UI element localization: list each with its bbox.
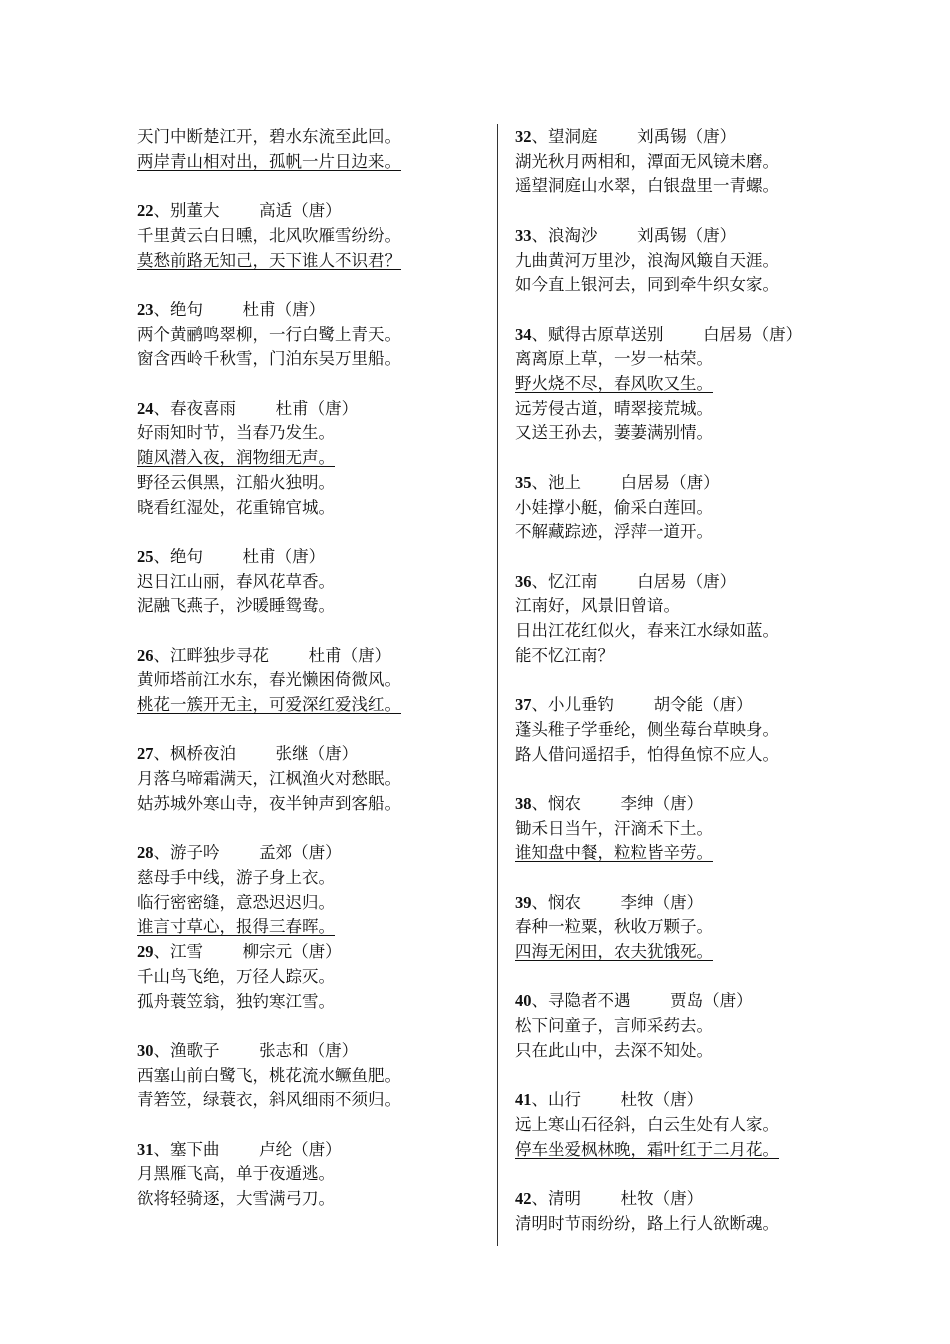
verse-text: 小娃撑小艇，偷采白莲回。 [515,497,713,517]
poem-title-line [515,125,845,150]
poem-line [515,743,845,768]
poem-line [515,940,845,965]
poem-title: 山行 [548,1090,581,1110]
poem-author: 杜牧（唐） [620,1189,704,1209]
poem-line [515,841,845,866]
poem-line [515,174,845,199]
verse-text: 泥融飞燕子，沙暖睡鸳鸯。 [137,596,335,616]
poem-line [515,1039,845,1064]
poem-line [137,866,477,891]
poem-line [515,817,845,842]
poem-title: 小儿垂钓 [548,695,614,715]
poem-number: 33 [515,225,532,245]
verse-text: 蓬头稚子学垂纶，侧坐莓台草映身。 [515,719,779,739]
poem-line [137,990,477,1015]
number-separator: 、 [531,793,548,813]
poem-block [137,545,477,619]
underlined-verse: 桃花一簇开无主，可爱深红爱浅红。 [137,695,401,715]
poem-block [137,199,477,273]
poem-title: 枫桥夜泊 [170,744,236,764]
poem-number: 24 [137,398,154,418]
verse-text: 日出江花红似火，春来江水绿如蓝。 [515,621,779,640]
poem-line [137,792,477,817]
poem-line [515,150,845,175]
number-separator: 、 [153,1040,170,1060]
poem-line [137,1064,477,1089]
poem-line [137,915,477,940]
number-separator: 、 [153,843,170,863]
poem-number: 25 [137,546,154,566]
poem-line [515,718,845,743]
poem-title-line [137,397,477,422]
verse-text: 孤舟蓑笠翁，独钓寒江雪。 [137,991,335,1011]
poem-block [137,940,477,1014]
verse-text: 春种一粒粟，秋收万颗子。 [515,917,713,937]
poem-line [515,1113,845,1138]
poem-line [515,249,845,274]
poem-title-line [137,940,477,965]
poem-title-line [137,644,477,669]
poem-number: 38 [515,793,532,813]
number-separator: 、 [153,299,170,319]
poem-number: 39 [515,892,532,912]
verse-text: 姑苏城外寒山寺，夜半钟声到客船。 [137,793,401,813]
verse-text: 遥望洞庭山水翠，白银盘里一青螺。 [515,176,779,196]
poem-author: 杜甫（唐） [242,299,326,319]
verse-text: 慈母手中线，游子身上衣。 [137,867,335,887]
number-separator: 、 [531,472,548,492]
poem-line [137,125,477,150]
verse-text: 两个黄鹂鸣翠柳，一行白鹭上青天。 [137,324,401,344]
poem-author: 杜牧（唐） [620,1090,704,1110]
poem-block [137,298,477,372]
poem-number: 27 [137,744,154,764]
poem-block [515,989,845,1063]
poem-title-line [137,1039,477,1064]
poem-number: 28 [137,843,154,863]
poem-number: 32 [515,127,532,146]
poem-author: 杜甫（唐） [275,398,359,418]
poem-author: 张继（唐） [275,744,359,764]
poem-line [515,397,845,422]
poem-author: 刘禹锡（唐） [637,225,737,245]
poem-title-line [515,693,845,718]
poem-title: 江畔独步寻花 [170,645,269,665]
verse-text: 松下问童子，言师采药去。 [515,1016,713,1036]
poem-title: 塞下曲 [170,1139,220,1159]
verse-text: 九曲黄河万里沙，浪淘风簸自天涯。 [515,250,779,270]
poem-author: 白居易（唐） [620,472,720,492]
underlined-verse: 随风潜入夜，润物细无声。 [137,448,335,468]
poem-title-line [515,1187,845,1212]
poem-title: 赋得古原草送别 [548,324,664,344]
poem-block [137,644,477,718]
poem-line [137,693,477,718]
poem-block [137,1138,477,1212]
poem-title: 悯农 [548,793,581,813]
poem-line [137,249,477,274]
poem-title: 春夜喜雨 [170,398,236,418]
left-column [137,125,477,1236]
poem-title: 别董大 [170,201,220,221]
poem-title: 渔歌子 [170,1040,220,1060]
poem-number: 34 [515,324,532,344]
number-separator: 、 [153,546,170,566]
poem-block [137,1039,477,1113]
poem-number: 29 [137,942,154,962]
poem-title: 浪淘沙 [548,225,598,245]
poem-author: 胡令能（唐） [653,695,753,715]
poem-line [137,347,477,372]
poem-author: 柳宗元（唐） [242,942,342,962]
poem-number: 22 [137,201,154,221]
poem-number: 37 [515,695,532,715]
poem-number: 42 [515,1189,532,1209]
underlined-verse: 停车坐爱枫林晚，霜叶红于二月花。 [515,1139,779,1159]
poem-block [515,891,845,965]
poem-number: 41 [515,1090,532,1110]
poem-number: 26 [137,645,154,665]
poem-number: 30 [137,1040,154,1060]
verse-text: 野径云俱黑，江船火独明。 [137,472,335,492]
poem-author: 卢纶（唐） [259,1139,342,1159]
poem-title: 江雪 [170,942,203,962]
poem-title-line [137,742,477,767]
verse-text: 青箬笠，绿蓑衣，斜风细雨不须归。 [137,1090,401,1110]
poem-title-line [137,199,477,224]
poem-block [515,1088,845,1162]
poem-line [137,496,477,521]
poem-line [137,150,477,175]
poem-number: 35 [515,472,532,492]
poem-title: 绝句 [170,546,203,566]
verse-text: 迟日江山丽，春风花草香。 [137,571,335,591]
poem-title-line [515,224,845,249]
number-separator: 、 [531,1189,548,1209]
poem-title-line [515,1088,845,1113]
poem-author: 李绅（唐） [620,793,704,813]
poem-title: 池上 [548,472,581,492]
poem-title-line [515,570,845,595]
poem-line [137,224,477,249]
poem-line [515,644,845,669]
poem-line [137,1162,477,1187]
underlined-verse: 莫愁前路无知己，天下谁人不识君？ [137,250,401,270]
verse-text: 西塞山前白鹭飞，桃花流水鳜鱼肥。 [137,1065,401,1085]
verse-text: 远芳侵古道，晴翠接荒城。 [515,398,713,418]
verse-text: 临行密密缝，意恐迟迟归。 [137,892,335,912]
verse-text: 千里黄云白日曛，北风吹雁雪纷纷。 [137,225,401,245]
verse-text: 千山鸟飞绝，万径人踪灭。 [137,966,335,986]
poem-block [515,125,845,199]
number-separator: 、 [531,324,548,344]
poem-line [515,273,845,298]
poem-line [515,421,845,446]
poem-author: 杜甫（唐） [308,645,392,665]
poem-author: 孟郊（唐） [259,843,342,863]
poem-line [137,446,477,471]
number-separator: 、 [153,942,170,962]
poem-title: 寻隐者不遇 [548,991,631,1011]
poem-line [515,1138,845,1163]
verse-text: 不解藏踪迹，浮萍一道开。 [515,522,713,542]
verse-text: 天门中断楚江开，碧水东流至此回。 [137,127,401,146]
poem-line [137,965,477,990]
poem-block [515,792,845,866]
poem-block [515,471,845,545]
poem-title: 清明 [548,1189,581,1209]
poem-title-line [137,298,477,323]
poem-line [515,619,845,644]
verse-text: 好雨知时节，当春乃发生。 [137,423,335,443]
poem-block [515,224,845,298]
poem-line [137,891,477,916]
underlined-verse: 四海无闲田，农夫犹饿死。 [515,942,713,962]
poem-line [137,471,477,496]
poem-number: 23 [137,299,154,319]
poem-author: 张志和（唐） [259,1040,359,1060]
poem-line [137,668,477,693]
poem-line [137,1187,477,1212]
verse-text: 江南好，风景旧曾谙。 [515,596,680,616]
number-separator: 、 [153,744,170,764]
verse-text: 能不忆江南？ [515,645,614,665]
poem-author: 李绅（唐） [620,892,704,912]
poem-line [137,1088,477,1113]
poem-author: 白居易（唐） [637,571,737,591]
poem-number: 40 [515,991,532,1011]
verse-text: 远上寒山石径斜，白云生处有人家。 [515,1114,779,1134]
verse-text: 如今直上银河去，同到牵牛织女家。 [515,275,779,295]
poem-title-line [137,841,477,866]
poem-block [515,323,845,447]
verse-text: 离离原上草，一岁一枯荣。 [515,349,713,369]
poem-block [137,841,477,940]
poem-line [515,915,845,940]
verse-text: 窗含西岭千秋雪，门泊东吴万里船。 [137,349,401,369]
number-separator: 、 [531,571,548,591]
poem-line [137,421,477,446]
poem-title: 忆江南 [548,571,598,591]
underlined-verse: 野火烧不尽，春风吹又生。 [515,374,713,393]
poem-author: 刘禹锡（唐） [637,127,737,146]
poem-title-line [137,1138,477,1163]
poem-block [137,742,477,816]
poem-number: 36 [515,571,532,591]
poem-author: 杜甫（唐） [242,546,326,566]
poem-line [515,520,845,545]
poem-block [137,125,477,174]
verse-text: 路人借问遥招手，怕得鱼惊不应人。 [515,744,779,764]
poem-title: 悯农 [548,892,581,912]
number-separator: 、 [531,991,548,1011]
poem-author: 白居易（唐） [703,324,803,344]
verse-text: 湖光秋月两相和，潭面无风镜未磨。 [515,151,779,171]
number-separator: 、 [531,1090,548,1110]
poem-line [515,372,845,397]
number-separator: 、 [153,201,170,221]
poem-line [137,767,477,792]
poem-line [515,496,845,521]
poem-title-line [515,471,845,496]
number-separator: 、 [153,398,170,418]
poem-title: 绝句 [170,299,203,319]
verse-text: 黄师塔前江水东，春光懒困倚微风。 [137,670,401,690]
number-separator: 、 [531,225,548,245]
number-separator: 、 [531,127,548,146]
poem-number: 31 [137,1139,154,1159]
poem-line [515,347,845,372]
underlined-verse: 谁知盘中餐，粒粒皆辛劳。 [515,843,713,863]
right-column [515,125,845,1261]
underlined-verse: 谁言寸草心，报得三春晖。 [137,917,335,937]
verse-text: 只在此山中，去深不知处。 [515,1040,713,1060]
verse-text: 月落乌啼霜满天，江枫渔火对愁眠。 [137,769,401,789]
poem-title: 望洞庭 [548,127,598,146]
verse-text: 清明时节雨纷纷，路上行人欲断魂。 [515,1213,779,1233]
number-separator: 、 [531,695,548,715]
poem-line [515,594,845,619]
verse-text: 晓看红湿处，花重锦官城。 [137,497,335,517]
poem-line [137,594,477,619]
poem-line [515,1212,845,1237]
poem-title-line [515,792,845,817]
number-separator: 、 [153,645,170,665]
poem-author: 高适（唐） [259,201,342,221]
poem-title: 游子吟 [170,843,220,863]
poem-title-line [515,891,845,916]
column-divider [497,124,498,1246]
poem-block [137,397,477,521]
verse-text: 又送王孙去，萋萋满别情。 [515,423,713,443]
underlined-verse: 两岸青山相对出，孤帆一片日边来。 [137,151,401,171]
poem-block [515,1187,845,1236]
poem-line [515,1014,845,1039]
verse-text: 锄禾日当午，汗滴禾下土。 [515,818,713,838]
number-separator: 、 [153,1139,170,1159]
poem-line [137,570,477,595]
number-separator: 、 [531,892,548,912]
poem-author: 贾岛（唐） [670,991,753,1011]
poem-block [515,693,845,767]
poem-title-line [137,545,477,570]
poem-title-line [515,323,845,348]
poem-line [137,323,477,348]
poem-title-line [515,989,845,1014]
verse-text: 月黑雁飞高，单于夜遁逃。 [137,1164,335,1184]
poem-block [515,570,845,669]
verse-text: 欲将轻骑逐，大雪满弓刀。 [137,1189,335,1209]
